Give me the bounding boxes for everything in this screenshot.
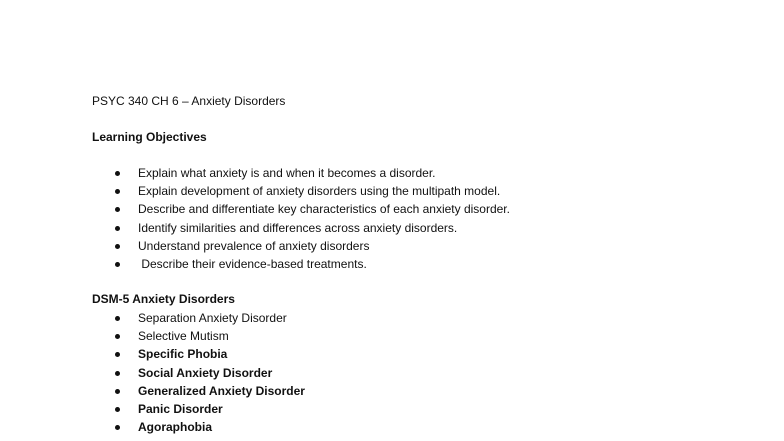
list-item-text: Separation Anxiety Disorder: [138, 311, 287, 325]
list-item-text: Specific Phobia: [138, 347, 228, 362]
list-item: [112, 345, 305, 363]
bullet-icon: [115, 425, 120, 430]
dsm5-disorder-list: [112, 309, 305, 436]
learning-objectives-list: [112, 164, 510, 273]
bullet-icon: [115, 352, 120, 357]
bullet-icon: [115, 189, 120, 194]
list-item: [112, 200, 510, 218]
bullet-icon: [115, 244, 120, 249]
dsm5-heading: DSM-5 Anxiety Disorders: [92, 292, 235, 306]
list-item: [112, 382, 305, 400]
bullet-icon: [115, 316, 120, 321]
list-item-text: Identify similarities and differences across anxiety disorders.: [138, 220, 458, 235]
bullet-icon: [115, 407, 120, 412]
list-item-text: Selective Mutism: [138, 329, 229, 344]
learning-objectives-heading: Learning Objectives: [92, 130, 207, 144]
list-item: [112, 309, 305, 327]
list-item: [112, 164, 510, 182]
list-item: [112, 364, 305, 382]
list-item-text: Understand prevalence of anxiety disorders: [138, 238, 370, 253]
list-item: [112, 418, 305, 436]
list-item-text: Social Anxiety Disorder: [138, 365, 273, 380]
bullet-icon: [115, 207, 120, 212]
course-title: PSYC 340 CH 6 – Anxiety Disorders: [92, 94, 286, 108]
list-item: [112, 237, 510, 255]
list-item: [112, 182, 510, 200]
list-item-text: Describe and differentiate key characteristics of each anxiety disorder.: [138, 202, 510, 217]
list-item-text: Panic Disorder: [138, 401, 223, 416]
bullet-icon: [115, 389, 120, 394]
list-item: [112, 400, 305, 418]
list-item-text: Agoraphobia: [138, 420, 212, 435]
bullet-icon: [115, 262, 120, 267]
list-item: [112, 255, 510, 273]
bullet-icon: [115, 171, 120, 176]
list-item-text: Describe their evidence-based treatments.: [138, 256, 367, 271]
list-item-text: Generalized Anxiety Disorder: [138, 383, 305, 398]
list-item-text: Explain development of anxiety disorders using the multipath model.: [138, 184, 501, 199]
bullet-icon: [115, 226, 120, 231]
list-item: [112, 327, 305, 345]
list-item-text: Explain what anxiety is and when it becomes a disorder.: [138, 166, 436, 180]
bullet-icon: [115, 334, 120, 339]
bullet-icon: [115, 371, 120, 376]
list-item: [112, 219, 510, 237]
